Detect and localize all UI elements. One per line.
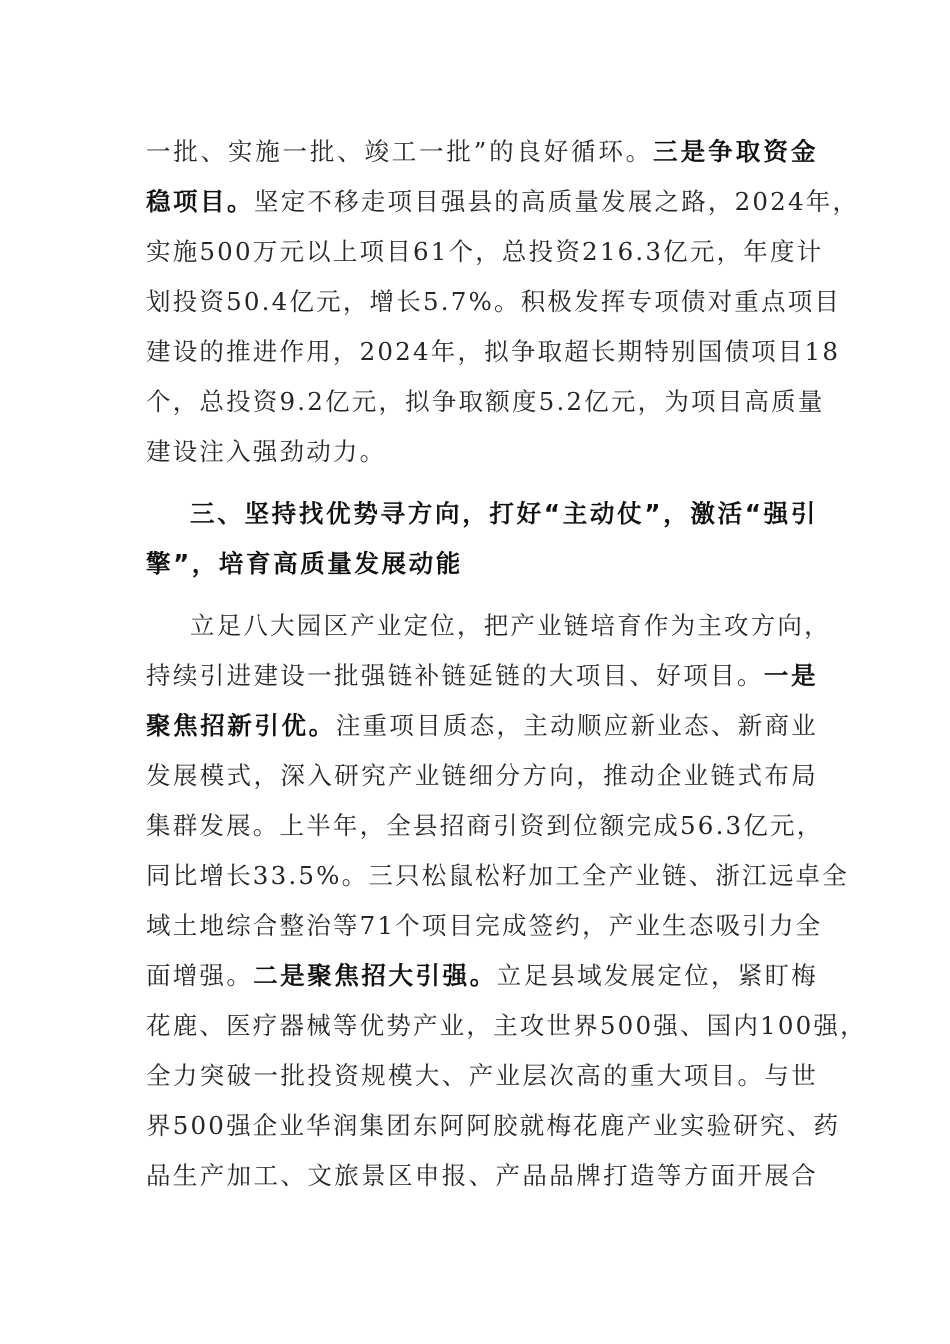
bold-run: 稳项目。: [146, 187, 254, 216]
paragraph-line: 立足八大园区产业定位，把产业链培育作为主攻方向，: [190, 611, 831, 640]
paragraph-line: 划投资50.4亿元，增长5.7%。积极发挥专项债对重点项目: [146, 287, 842, 316]
section-heading: 三、坚持找优势寻方向，打好“主动仗”，激活“强引: [190, 499, 818, 528]
paragraph-line: 集群发展。上半年，全县招商引资到位额完成56.3亿元，: [146, 811, 824, 840]
paragraph-line: 发展模式，深入研究产业链细分方向，推动企业链式布局: [146, 761, 818, 790]
text-run: 面增强。: [146, 961, 254, 990]
text-run: 立足县域发展定位，紧盯梅: [496, 961, 818, 990]
paragraph-line: [146, 706, 818, 746]
paragraph-line: [146, 182, 860, 222]
bold-run: 二是聚焦招大引强。: [253, 961, 497, 990]
section-heading: 擎”，培育高质量发展动能: [146, 549, 463, 578]
paragraph-line: 建设注入强劲动力。: [146, 437, 387, 466]
paragraph-line: 同比增长33.5%。三只松鼠松籽加工全产业链、浙江远卓全: [146, 861, 849, 890]
paragraph-line: 实施500万元以上项目61个，总投资216.3亿元，年度计: [146, 237, 824, 266]
paragraph-line: [146, 656, 818, 696]
paragraph-line: 花鹿、医疗器械等优势产业，主攻世界500强、国内100强，: [146, 1011, 867, 1040]
bold-run: 聚焦招新引优。: [146, 711, 336, 740]
paragraph-line: [146, 956, 818, 996]
bold-run: 三是争取资金: [652, 137, 819, 166]
paragraph-line: 域土地综合整治等71个项目完成签约，产业生态吸引力全: [146, 911, 823, 940]
text-run: 注重项目质态，主动顺应新业态、新商业: [335, 711, 818, 740]
section-heading-line: [190, 494, 818, 534]
text-run: 坚定不移走项目强县的高质量发展之路，2024年，: [254, 187, 860, 216]
text-run: 持续引进建设一批强链补链延链的大项目、好项目。: [146, 661, 764, 690]
paragraph-line: 界500强企业华润集团东阿阿胶就梅花鹿产业实验研究、药: [146, 1111, 841, 1140]
text-run: 一批、实施一批、竣工一批”的良好循环。: [146, 137, 653, 166]
paragraph-line: 品生产加工、文旅景区申报、产品品牌打造等方面开展合: [146, 1161, 818, 1190]
bold-run: 一是: [763, 661, 818, 690]
paragraph-line: [146, 132, 818, 172]
paragraph-line: 个，总投资9.2亿元，拟争取额度5.2亿元，为项目高质量: [146, 387, 825, 416]
paragraph-line: 全力突破一批投资规模大、产业层次高的重大项目。与世: [146, 1061, 818, 1090]
paragraph-line: 建设的推进作用，2024年，拟争取超长期特别国债项目18: [146, 337, 841, 366]
section-heading-line: [146, 544, 818, 584]
